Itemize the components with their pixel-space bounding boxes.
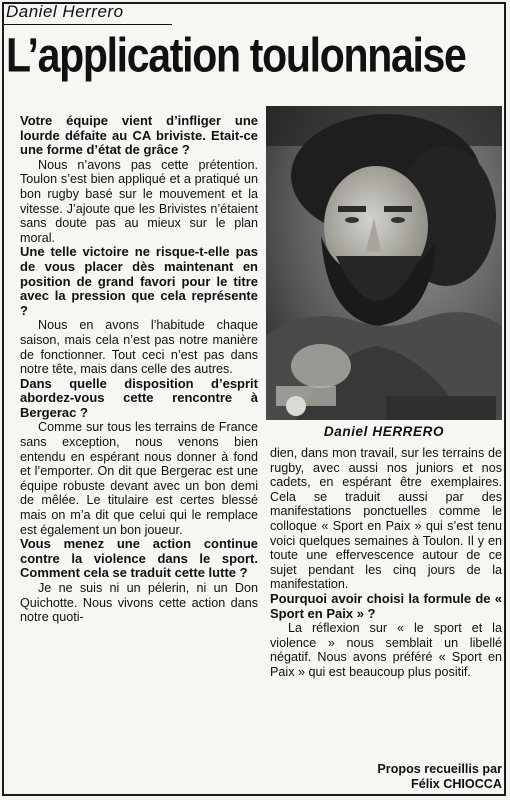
answer-4-start: Je ne suis ni un pélerin, ni un Don Quichotte. Nous vivons cette action dans notre quoti- — [20, 581, 258, 625]
question-4: Vous menez une action continue contre la violence dans le sport. Comment cela se traduit cette lutte ? — [20, 536, 258, 581]
byline-intro: Propos recueillis par — [377, 762, 502, 776]
question-3: Dans quelle disposition d’esprit abordez-vous cette rencontre à Bergerac ? — [20, 375, 258, 420]
answer-3: Comme sur tous les terrains de France sans exception, nous venons bien entendu en espérant nous donner à fond et l’emporter. On dit que Bergerac est une équipe robuste devant avec un bon demi de mêlée. Le titulaire est certes blessé mais on m’a dit que celui qui le remplace est également un bon joueur. — [20, 420, 258, 537]
portrait-illustration — [266, 106, 502, 420]
answer-1: Nous n’avons pas cette prétention. Toulon s’est bien appliqué et a pratiqué un bon rugby basé sur le mouvement et la vitesse. J’ajoute que les Brivistes n’étaient sans doute pas au mieux sur le plan moral. — [20, 157, 258, 245]
kicker-name: Daniel Herrero — [6, 2, 124, 21]
byline — [270, 762, 502, 792]
answer-2: Nous en avons l’habitude chaque saison, mais cela n’est pas notre manière de fonctionner. Tout ceci n’est pas dans notre tête, mais dans celle des autres. — [20, 318, 258, 377]
text-column-left — [20, 114, 258, 625]
byline-author: Félix CHIOCCA — [411, 776, 502, 791]
portrait-photo — [266, 106, 502, 420]
question-5: Pourquoi avoir choisi la formule de « Sport en Paix » ? — [270, 590, 502, 621]
answer-5: La réflexion sur « le sport et la violence » nous semblait un libellé négatif. Nous avons préféré « Sport en Paix » qui est beaucoup plus positif. — [270, 621, 502, 679]
answer-4-continued: dien, dans mon travail, sur les terrains de rugby, avec aussi nos juniors et nos cadets, en espérant être exemplaires. Cela se traduit aussi par des manifestations ponctuelles comme le colloque « Sport en Paix » qui s’est tenu voici quelques semaines à Toulon. Il y en toute une effervescence autour de ce sujet pendant les cinq jours de la manifestation. — [270, 446, 502, 592]
photo-caption: Daniel HERRERO — [323, 424, 445, 439]
question-2: Une telle victoire ne risque-t-elle pas de vous placer dès maintenant en position de grand favori pour le titre avec la pression que cela représente ? — [20, 244, 258, 318]
text-column-right — [270, 446, 502, 680]
kicker-underline — [4, 24, 172, 25]
question-1: Votre équipe vient d’infliger une lourde défaite au CA briviste. Etait-ce une forme d’état de grâce ? — [20, 113, 258, 158]
headline: L’application toulonnaise — [6, 27, 466, 82]
